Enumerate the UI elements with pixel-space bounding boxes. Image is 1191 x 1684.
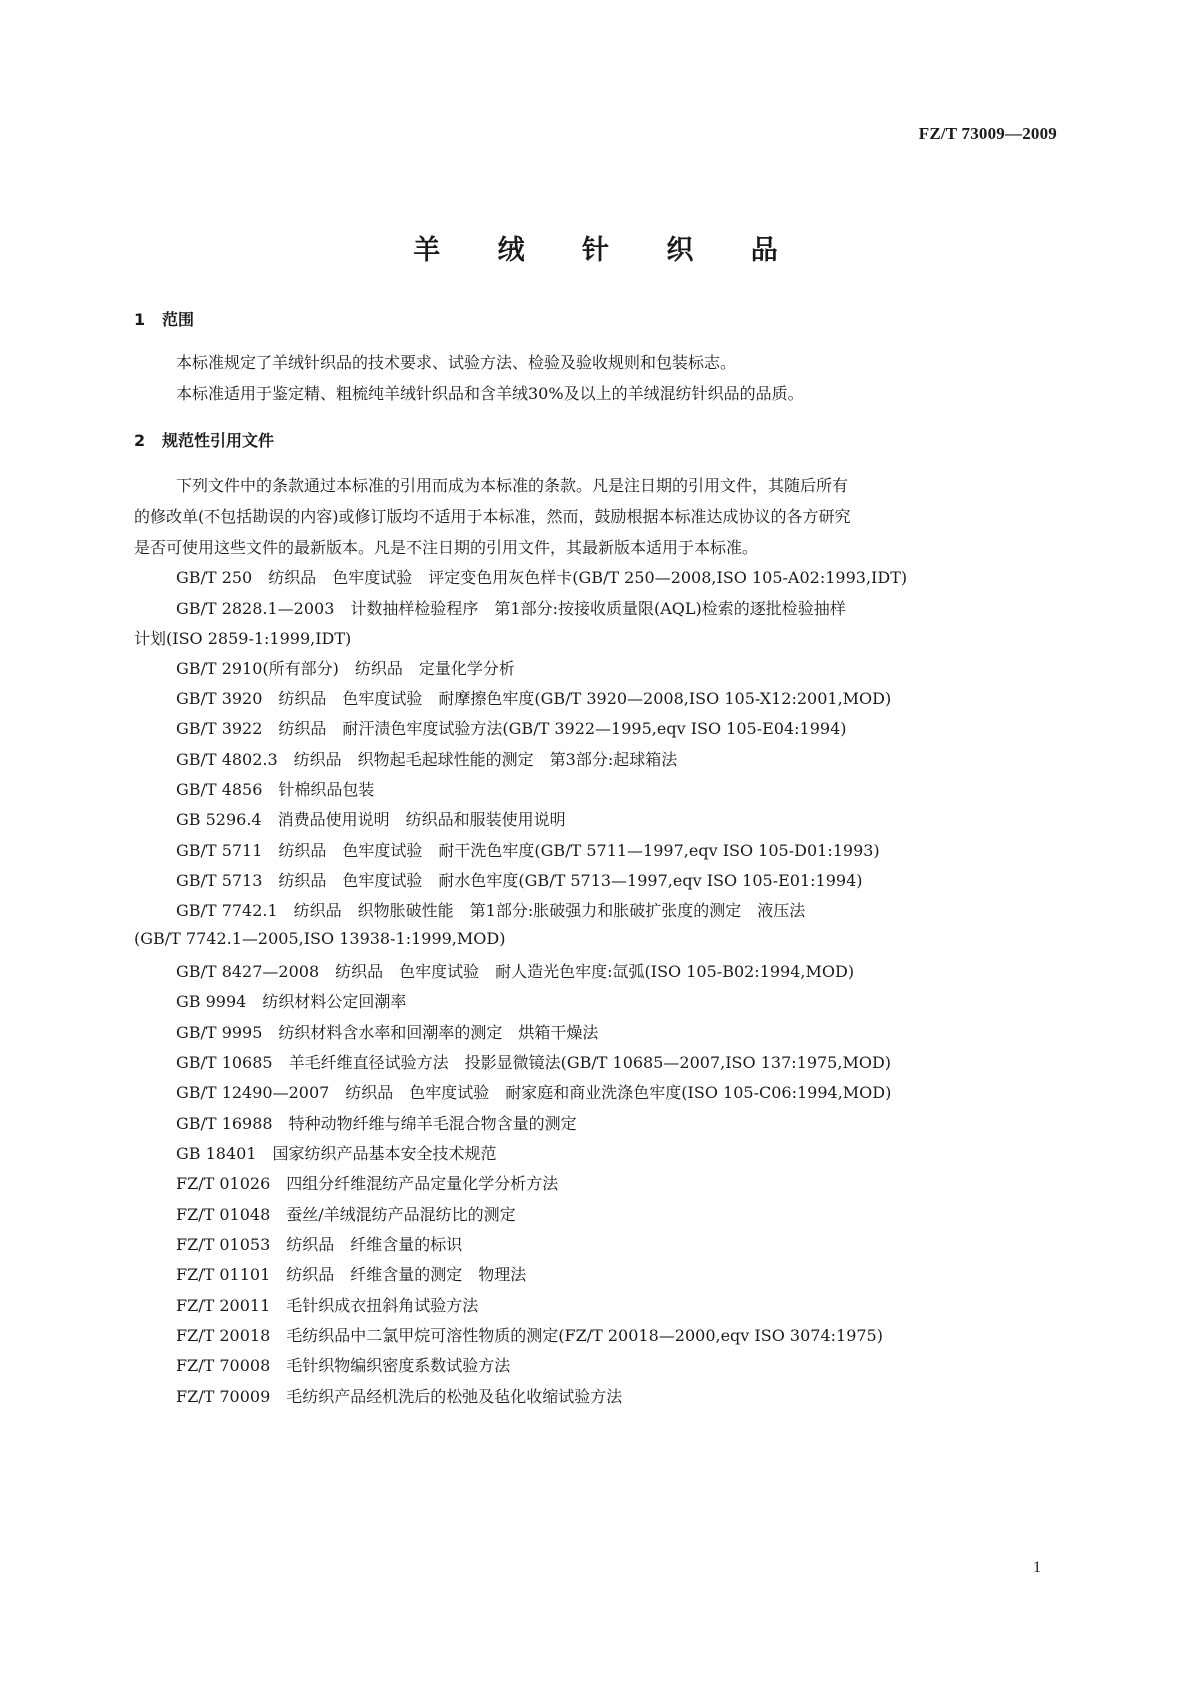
reference-item: GB/T 16988 特种动物纤维与绵羊毛混合物含量的测定	[176, 1114, 577, 1133]
reference-item: GB/T 8427—2008 纺织品 色牢度试验 耐人造光色牢度:氙弧(ISO 105-B02:1994,MOD)	[176, 962, 855, 981]
intro-line: 下列文件中的条款通过本标准的引用而成为本标准的条款。凡是注日期的引用文件，其随后所有	[176, 476, 849, 495]
reference-item: FZ/T 01048 蚕丝/羊绒混纺产品混纺比的测定	[176, 1205, 516, 1224]
reference-item: GB/T 250 纺织品 色牢度试验 评定变色用灰色样卡(GB/T 250—2008,ISO 105-A02:1993,IDT)	[176, 568, 908, 587]
reference-item: GB/T 2828.1—2003 计数抽样检验程序 第1部分:按接收质量限(AQL)检索的逐批检验抽样	[176, 599, 846, 618]
reference-item: GB/T 5713 纺织品 色牢度试验 耐水色牢度(GB/T 5713—1997,eqv ISO 105-E01:1994)	[176, 871, 863, 890]
section-2-heading	[134, 428, 274, 451]
reference-item: GB 9994 纺织材料公定回潮率	[176, 992, 407, 1011]
reference-continuation: (GB/T 7742.1—2005,ISO 13938-1:1999,MOD)	[134, 929, 506, 948]
reference-item: GB/T 9995 纺织材料含水率和回潮率的测定 烘箱干燥法	[176, 1023, 599, 1042]
reference-item: GB/T 12490—2007 纺织品 色牢度试验 耐家庭和商业洗涤色牢度(ISO 105-C06:1994,MOD)	[176, 1083, 892, 1102]
reference-item: GB/T 5711 纺织品 色牢度试验 耐干洗色牢度(GB/T 5711—1997,eqv ISO 105-D01:1993)	[176, 841, 880, 860]
standard-number: FZ/T 73009—2009	[918, 124, 1057, 143]
section-number: 2	[134, 431, 146, 450]
document-title: 羊 绒 针 织 品	[413, 235, 802, 266]
page-number: 1	[1033, 1559, 1041, 1576]
reference-item: GB/T 3920 纺织品 色牢度试验 耐摩擦色牢度(GB/T 3920—2008,ISO 105-X12:2001,MOD)	[176, 689, 892, 708]
reference-item: FZ/T 01101 纺织品 纤维含量的测定 物理法	[176, 1265, 527, 1284]
reference-item: GB/T 7742.1 纺织品 织物胀破性能 第1部分:胀破强力和胀破扩张度的测定 液压法	[176, 901, 806, 920]
reference-item: GB/T 10685 羊毛纤维直径试验方法 投影显微镜法(GB/T 10685—2007,ISO 137:1975,MOD)	[176, 1053, 892, 1072]
reference-item: GB/T 4802.3 纺织品 织物起毛起球性能的测定 第3部分:起球箱法	[176, 750, 678, 769]
section-title: 规范性引用文件	[162, 431, 275, 450]
intro-line: 的修改单(不包括勘误的内容)或修订版均不适用于本标准，然而，鼓励根据本标准达成协议的各方研究	[134, 507, 851, 526]
reference-item: GB/T 2910(所有部分) 纺织品 定量化学分析	[176, 659, 515, 678]
reference-item: FZ/T 70009 毛纺织产品经机洗后的松弛及毡化收缩试验方法	[176, 1387, 623, 1406]
intro-line: 是否可使用这些文件的最新版本。凡是不注日期的引用文件，其最新版本适用于本标准。	[134, 538, 759, 557]
reference-item: FZ/T 01026 四组分纤维混纺产品定量化学分析方法	[176, 1174, 559, 1193]
section-1-heading	[134, 307, 194, 330]
reference-item: FZ/T 20018 毛纺织品中二氯甲烷可溶性物质的测定(FZ/T 20018—2000,eqv ISO 3074:1975)	[176, 1326, 883, 1345]
section-number: 1	[134, 310, 146, 329]
reference-item: FZ/T 70008 毛针织物编织密度系数试验方法	[176, 1356, 511, 1375]
section-title: 范围	[162, 310, 195, 329]
reference-continuation: 计划(ISO 2859-1:1999,IDT)	[134, 629, 352, 648]
reference-item: FZ/T 20011 毛针织成衣扭斜角试验方法	[176, 1296, 479, 1315]
reference-item: FZ/T 01053 纺织品 纤维含量的标识	[176, 1235, 463, 1254]
reference-item: GB 5296.4 消费品使用说明 纺织品和服装使用说明	[176, 810, 566, 829]
paragraph: 本标准适用于鉴定精、粗梳纯羊绒针织品和含羊绒30%及以上的羊绒混纺针织品的品质。	[176, 384, 804, 403]
reference-item: GB/T 4856 针棉织品包装	[176, 780, 375, 799]
reference-item: GB 18401 国家纺织产品基本安全技术规范	[176, 1144, 497, 1163]
reference-item: GB/T 3922 纺织品 耐汗渍色牢度试验方法(GB/T 3922—1995,eqv ISO 105-E04:1994)	[176, 719, 847, 738]
paragraph: 本标准规定了羊绒针织品的技术要求、试验方法、检验及验收规则和包装标志。	[176, 353, 737, 372]
